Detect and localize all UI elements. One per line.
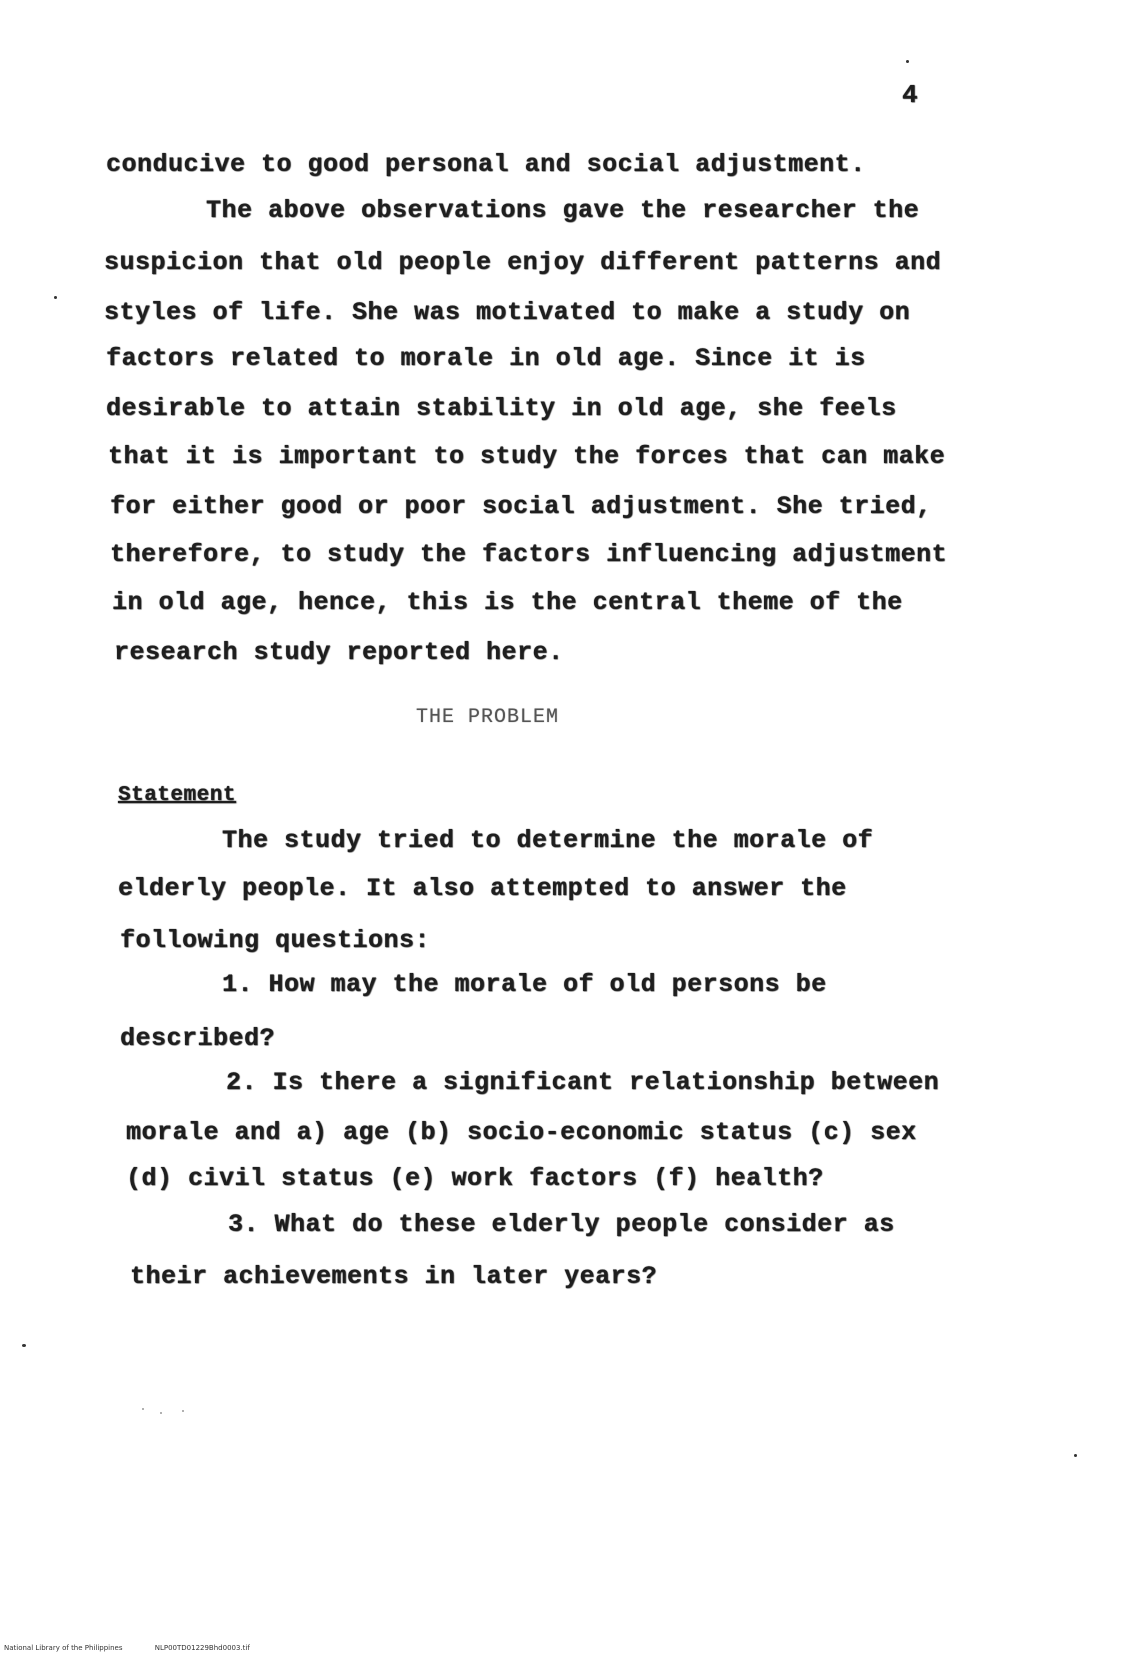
- question-line: their achievements in later years?: [130, 1262, 658, 1291]
- paragraph-line: for either good or poor social adjustment. She tried,: [110, 492, 932, 521]
- question-line: 2. Is there a significant relationship between: [226, 1068, 940, 1097]
- paragraph-line: therefore, to study the factors influencing adjustment: [110, 540, 948, 569]
- paragraph-line: The study tried to determine the morale of: [222, 826, 874, 855]
- subheading: Statement: [118, 784, 236, 807]
- scan-speck: [906, 60, 909, 63]
- scan-speck: [160, 1412, 162, 1414]
- paragraph-line: The above observations gave the researcher the: [206, 196, 920, 225]
- scan-speck: [22, 1344, 26, 1347]
- section-heading: THE PROBLEM: [416, 706, 560, 729]
- paragraph-line: research study reported here.: [114, 638, 564, 667]
- paragraph-line: styles of life. She was motivated to make a study on: [104, 298, 911, 327]
- footer: [4, 1644, 280, 1652]
- paragraph-line: that it is important to study the forces that can make: [108, 442, 946, 471]
- paragraph-line: in old age, hence, this is the central theme of the: [112, 588, 903, 617]
- paragraph-line: elderly people. It also attempted to answer the: [118, 874, 847, 903]
- paragraph-line: factors related to morale in old age. Since it is: [106, 344, 866, 373]
- question-line: described?: [120, 1024, 276, 1053]
- scan-speck: [142, 1408, 144, 1410]
- question-line: (d) civil status (e) work factors (f) health?: [126, 1164, 824, 1193]
- scan-speck: [182, 1410, 184, 1412]
- paragraph-line: conducive to good personal and social adjustment.: [106, 150, 866, 179]
- scan-speck: [54, 296, 57, 299]
- paragraph-line: suspicion that old people enjoy different patterns and: [104, 248, 942, 277]
- scan-speck: [1074, 1454, 1077, 1457]
- question-line: 3. What do these elderly people consider as: [228, 1210, 895, 1239]
- question-line: 1. How may the morale of old persons be: [222, 970, 827, 999]
- page-number: 4: [902, 80, 919, 110]
- paragraph-line: desirable to attain stability in old age, she feels: [106, 394, 897, 423]
- footer-file-id: NLP00TD01229Bhd0003.tif: [154, 1644, 250, 1652]
- question-line: morale and a) age (b) socio-economic status (c) sex: [126, 1118, 917, 1147]
- footer-source: National Library of the Philippines: [4, 1644, 123, 1652]
- paragraph-line: following questions:: [120, 926, 431, 955]
